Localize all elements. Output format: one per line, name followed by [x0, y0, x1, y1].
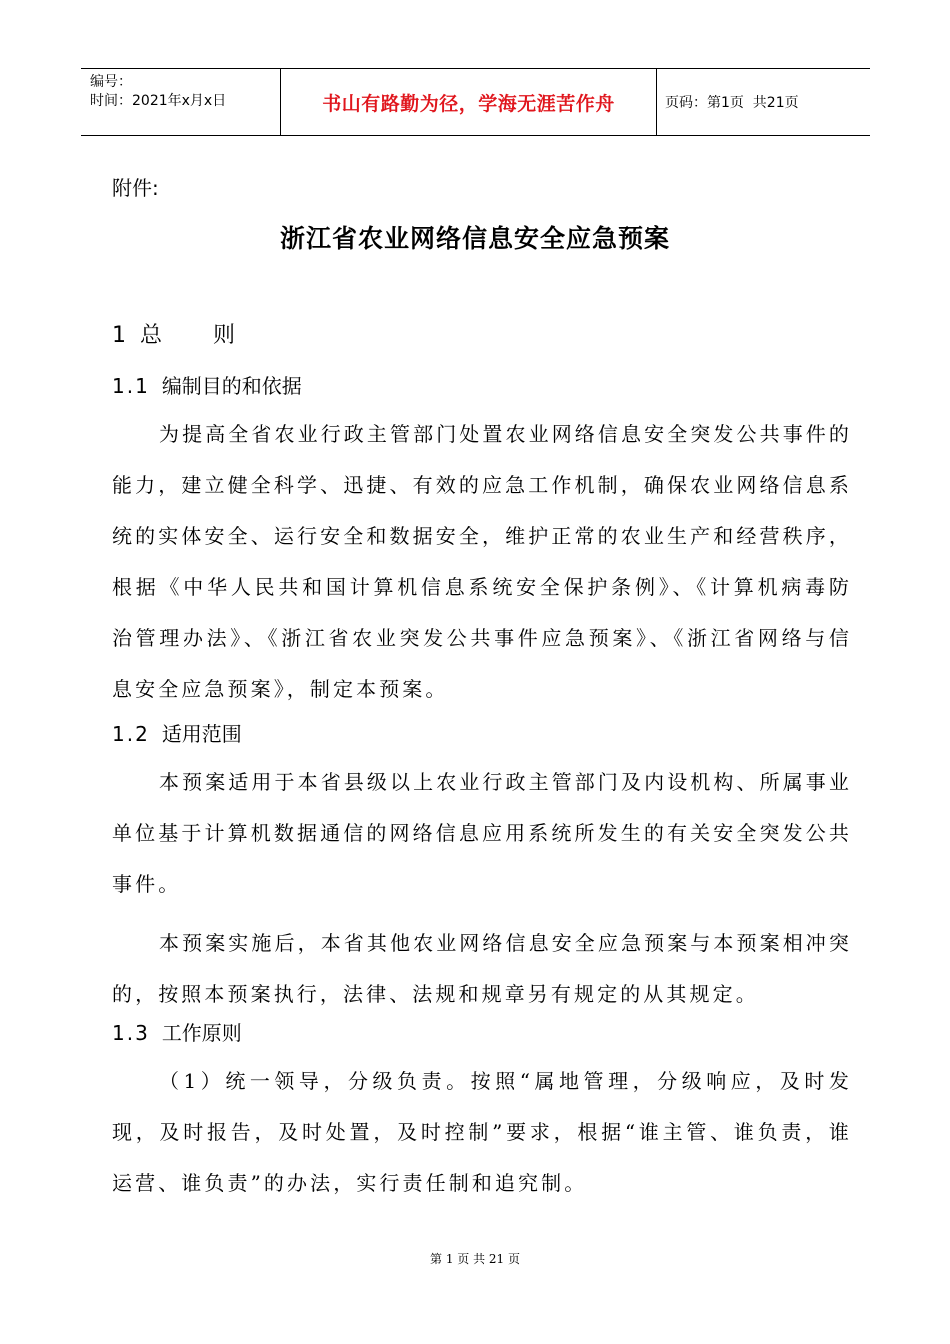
- time-label: 时间：2021年x月x日: [90, 93, 227, 109]
- section-1-3-number: 1.3: [112, 1021, 150, 1045]
- section-1-3-body: [112, 1056, 852, 1209]
- header-meta: [81, 69, 281, 135]
- paragraph: （1）统一领导，分级负责。按照“属地管理，分级响应，及时发现，及时报告，及时处置，及时控制”要求，根据“谁主管、谁负责，谁运营、谁负责”的办法，实行责任制和追究制。: [112, 1069, 852, 1195]
- paragraph: 本预案实施后，本省其他农业网络信息安全应急预案与本预案相冲突的，按照本预案执行，法律、法规和规章另有规定的从其规定。: [112, 931, 852, 1006]
- section-1-1-heading: [112, 370, 852, 399]
- page-info-text: 页码：第1页 共21页: [665, 95, 799, 111]
- section-1-3-title: 工作原则: [161, 1021, 242, 1045]
- section-1-1-title: 编制目的和依据: [161, 374, 302, 398]
- section-1-number: 1: [112, 323, 126, 348]
- section-1-2-heading: [112, 718, 852, 747]
- paragraph: 本预案适用于本省县级以上农业行政主管部门及内设机构、所属事业单位基于计算机数据通信的网络信息应用系统所发生的有关安全突发公共事件。: [112, 770, 852, 896]
- section-1-2-number: 1.2: [112, 722, 150, 746]
- page-footer: 第 1 页 共 21 页: [430, 1252, 520, 1266]
- section-1-title: 总 则: [140, 323, 257, 348]
- section-1-3-heading: [112, 1017, 852, 1046]
- section-1-2-body: [112, 757, 852, 1020]
- header-table: [81, 68, 870, 136]
- attachment-label: 附件:: [112, 176, 159, 200]
- header-page-info: [657, 69, 870, 135]
- header-motto: 书山有路勤为径，学海无涯苦作舟: [281, 69, 657, 135]
- section-1-1-number: 1.1: [112, 374, 150, 398]
- number-label: 编号：: [90, 74, 132, 90]
- section-1-1-body: [112, 409, 852, 715]
- paragraph: 为提高全省农业行政主管部门处置农业网络信息安全突发公共事件的能力，建立健全科学、迅捷、有效的应急工作机制，确保农业网络信息系统的实体安全、运行安全和数据安全，维护正常的农业生产和经营秩序，根据《中华人民共和国计算机信息系统安全保护条例》、《计算机病毒防治管理办法》、《浙江省农业突发公共事件应急预案》、《浙江省网络与信息安全应急预案》，制定本预案。: [112, 422, 852, 701]
- section-1-heading: [112, 318, 852, 349]
- section-1-2-title: 适用范围: [161, 722, 242, 746]
- document-title: 浙江省农业网络信息安全应急预案: [279, 224, 670, 253]
